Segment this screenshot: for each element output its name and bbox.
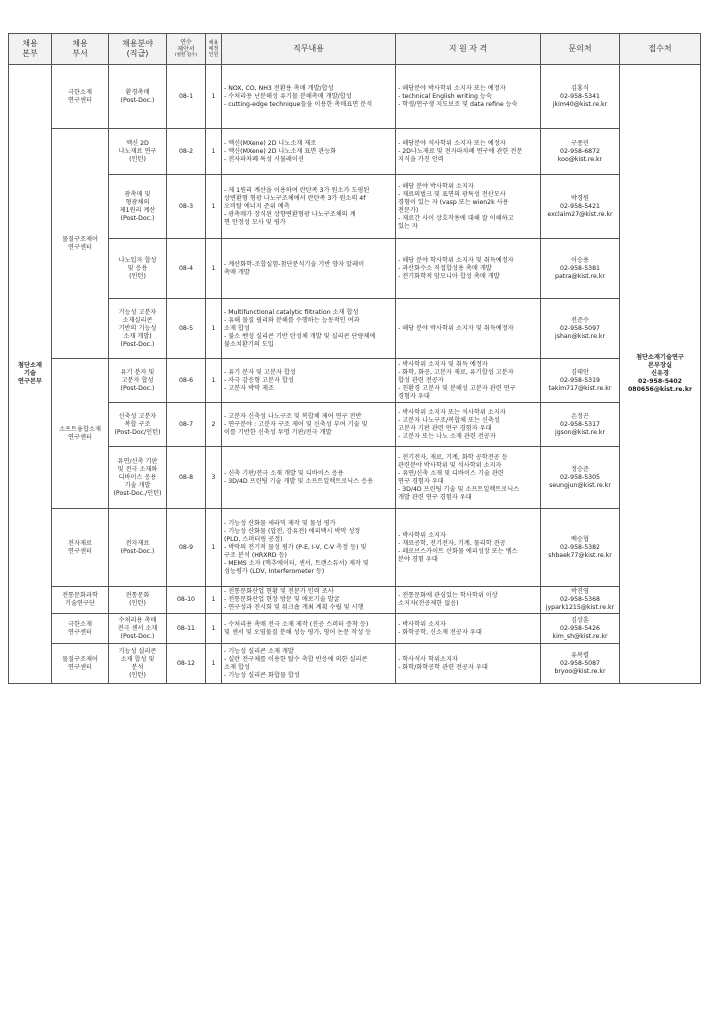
code-cell: 08-12: [167, 644, 206, 684]
table-row: [9, 299, 701, 359]
dept-cell: 전자재료 연구센터: [52, 509, 109, 587]
qualifications-cell: - 전통문화에 관심있는 학사학위 이상 소지자(전공제한 없음): [396, 587, 541, 614]
header-reception: 접수처: [620, 34, 701, 65]
count-cell: 1: [206, 65, 222, 129]
dept-cell: 극한소재 연구센터: [52, 65, 109, 129]
header-row: [9, 34, 701, 65]
table-row: [9, 359, 701, 403]
contact-cell: 김태안 02-958-5319 takim717@kist.re.kr: [541, 359, 620, 403]
duties-cell: - 맥신(MXene) 2D 나노소재 제조 - 맥신(MXene) 2D 나노소재 표면 관능화 - 전자파차폐 특성 시뮬레이션: [222, 129, 396, 175]
contact-cell: 박경원 02-958-5421 exclaim27@kist.re.kr: [541, 175, 620, 239]
page-top-margin: [0, 0, 708, 33]
contact-cell: 손정곤 02-958-5317 jgson@kist.re.kr: [541, 403, 620, 447]
dept-cell: 전통문화과학 기술연구단: [52, 587, 109, 614]
contact-cell: 백승협 02-958-5382 shbaek77@kist.re.kr: [541, 509, 620, 587]
code-cell: 08-3: [167, 175, 206, 239]
field-cell: 신축성 고분자 복합 구조 (Post-Doc/인턴): [109, 403, 167, 447]
table-row: [9, 65, 701, 129]
field-cell: 유연/신축 기판 및 전극 소재와 디바이스 응용 기술 개발 (Post-Doc./인턴): [109, 447, 167, 509]
code-cell: 08-9: [167, 509, 206, 587]
field-cell: 기능성 실리콘 소재 합성 및 분석 (인턴): [109, 644, 167, 684]
header-count: 채용 예정 인원: [206, 34, 222, 65]
dept-cell: 소프트융합소재 연구센터: [52, 359, 109, 509]
contact-cell: 김상훈 02-958-5426 kim_sh@kist.re.kr: [541, 614, 620, 644]
duties-cell: - 수처리용 촉매 전극 소재 제작 (진공 스퍼터 증착 등) 및 센서 및 오염물질 분해 성능 평가, 영어 논문 작성 등: [222, 614, 396, 644]
duties-cell: - 제 1원리 계산을 이용하여 란탄족 3가 원소가 도핑된 상변환형 형광 나노구조체에서 란탄족 3가 원소의 4f 오비탈 에너지 준위 예측 - 광촉매가 장식된 상향변환형광 나노구조체의 계 면 안정성 모사 및 평가: [222, 175, 396, 239]
qualifications-cell: - 학사석사 학위소지자 - 화학/화학공학 관련 전공자 우대: [396, 644, 541, 684]
code-cell: 08-1: [167, 65, 206, 129]
qualifications-cell: - 해당분야 박사학위 소지자 또는 예정자 - technical English writing 능숙 - 학생/연구생 지도보조 및 data refine 능숙: [396, 65, 541, 129]
contact-cell: 이승용 02-958-5381 patra@kist.re.kr: [541, 239, 620, 299]
code-cell: 08-4: [167, 239, 206, 299]
code-cell: 08-11: [167, 614, 206, 644]
table-row: [9, 175, 701, 239]
duties-cell: - 유기 분자 및 고분자 합성 - 자극 감응형 고분자 합성 - 고분자 박막 제조: [222, 359, 396, 403]
count-cell: 2: [206, 403, 222, 447]
count-cell: 1: [206, 587, 222, 614]
table-row: [9, 239, 701, 299]
duties-cell: - 전통문화산업 현황 및 전문가 인력 조사 - 전통문화산업 현장 방문 및 애로기술 발굴 - 연구성과 전시회 및 워크숍 개최 계획 수립 및 시행: [222, 587, 396, 614]
table-row: [9, 614, 701, 644]
qualifications-cell: - 박사학위 소지자 - 화학공학, 신소재 전공자 우대: [396, 614, 541, 644]
count-cell: 1: [206, 509, 222, 587]
header-hq: 채용 본부: [9, 34, 52, 65]
count-cell: 1: [206, 239, 222, 299]
count-cell: 1: [206, 299, 222, 359]
table-row: [9, 509, 701, 587]
table-row: [9, 447, 701, 509]
qualifications-cell: - 해당 분야 박사학위 소지자 및 취득예정자: [396, 299, 541, 359]
contact-cell: 김홍식 02-958-5341 jkim40@kist.re.kr: [541, 65, 620, 129]
dept-cell: 물질구조제어 연구센터: [52, 644, 109, 684]
table-row: [9, 644, 701, 684]
duties-cell: - 기능성 실리콘 소재 개발 - 실란 전구체를 이용한 탈수 축합 반응에 의한 실리콘 소재 합성 - 기능성 실리콘 화합물 합성: [222, 644, 396, 684]
code-cell: 08-5: [167, 299, 206, 359]
field-cell: 유기 분자 및 고분자 합성 (Post-Doc.): [109, 359, 167, 403]
code-cell: 08-6: [167, 359, 206, 403]
field-cell: 전자재료 (Post-Doc.): [109, 509, 167, 587]
field-cell: 맥신 2D 나노재료 연구 (인턴): [109, 129, 167, 175]
qualifications-cell: - 박사학위 소지자 및 취득 예정자 - 화학, 화공, 고분자 재료, 유기합성 고분자 합성 관련 전공자 - 친환경 고분자 및 분해성 고분자 관련 연구 경험자 우대: [396, 359, 541, 403]
dept-cell: 극한소재 연구센터: [52, 614, 109, 644]
duties-cell: - NOX, CO, NH3 전환용 촉매 개발/합성 - 수처리용 난분해성 유기물 분해촉매 개발/합성 - cutting-edge technique들을 이용한 촉매표면 분석: [222, 65, 396, 129]
field-cell: 나노입자 합성 및 응용 (인턴): [109, 239, 167, 299]
count-cell: 1: [206, 359, 222, 403]
qualifications-cell: - 박사학위 소지자 - 재료공학, 전기전자, 기계, 물리학 전공 - 페로브스카이트 산화물 에피성장 또는 멤스 분야 경험 우대: [396, 509, 541, 587]
duties-cell: - Multifunctional catalytic filtration 소재 합성 - 유해 물질 필리와 분해를 수행하는 능동적인 여과 소재 합성 - 불소 벤성 실리콘 기반 탄성체 개발 및 실리콘 단량체에 불소치환기의 도입: [222, 299, 396, 359]
contact-cell: 전준수 02-958-5097 jshan@kist.re.kr: [541, 299, 620, 359]
hq-name: 첨단소재 기술 연구본부: [9, 65, 52, 684]
header-dept: 채용 부서: [52, 34, 109, 65]
table-row: [9, 403, 701, 447]
code-cell: 08-8: [167, 447, 206, 509]
field-cell: 수처리용 촉매 전극 센서 소재 (Post-Doc.): [109, 614, 167, 644]
code-cell: 08-10: [167, 587, 206, 614]
count-cell: 1: [206, 644, 222, 684]
count-cell: 1: [206, 175, 222, 239]
qualifications-cell: - 전기전자, 재료, 기계, 화학 공학전공 등 관련분야 박사학위 및 석사학위 소지자 - 유연/신축 소재 및 디바이스 기술 관련 연구 경험자 우대 - 3D/4D 프린팅 기술 및 소프트일렉트로닉스 개발 관련 연구 경험자 우대: [396, 447, 541, 509]
qualifications-cell: - 박사학위 소지자 또는 석사학위 소지자 - 고분자 나노구조/복합체 또는 신축성 고분자 기판 관련 연구 경험자 우대 - 고분자 또는 나노 소재 관련 전공자: [396, 403, 541, 447]
recruitment-table: [8, 33, 701, 684]
field-cell: 환경촉매 (Post-Doc.): [109, 65, 167, 129]
qualifications-cell: - 해당분야 석사학위 소지자 또는 예정자 - 2D나노재료 및 전자파차폐 연구에 관한 전문 지식을 가진 인력: [396, 129, 541, 175]
code-cell: 08-7: [167, 403, 206, 447]
code-cell: 08-2: [167, 129, 206, 175]
header-contact: 문의처: [541, 34, 620, 65]
header-field: 채용분야 (직급): [109, 34, 167, 65]
dept-cell: 물질구조제어 연구센터: [52, 129, 109, 359]
header-qualifications: 지 원 자 격: [396, 34, 541, 65]
field-cell: 기능성 고분자 소재실리콘 기반의 기능성 소재 개발) (Post-Doc.): [109, 299, 167, 359]
header-duties: 직무내용: [222, 34, 396, 65]
qualifications-cell: - 해당 분야 학사학위 소지자 및 취득예정자 - 과산화수소 직접합성용 촉매 개발 - 전기화학적 암모니아 합성 촉매 개발: [396, 239, 541, 299]
header-code: 연수 제안서 (병렬 접수): [167, 34, 206, 65]
duties-cell: - 고분자 신축성 나노구조 및 복합체 제어 연구 전반 - 연구분야 : 고분자 구조 제어 및 신축성 부여 기술 및 이를 기반한 신축성 투명 기판/전극 개발: [222, 403, 396, 447]
duties-cell: - 신축 기판/전극 소재 개발 및 디바이스 응용 - 3D/4D 프린팅 기술 개발 및 소프트일렉트로닉스 응용: [222, 447, 396, 509]
table-row: [9, 129, 701, 175]
count-cell: 1: [206, 614, 222, 644]
contact-cell: 정승준 02-958-5305 seungjun@kist.re.kr: [541, 447, 620, 509]
duties-cell: - 계산화학-조합실험-첨단분석기술 기반 양자 알레이 촉매 개발: [222, 239, 396, 299]
reception-cell: 첨단소재기술연구 본부장실 신유경 02-958-5402 080656@kist.re.kr: [620, 65, 701, 684]
duties-cell: - 기능성 산화물 세라믹 제작 및 물성 평가 - 기능성 산화물 (압전, 강유전) 에피택시 박막 성장 (PLD, 스퍼터링 공정) - 박막의 전기적 물성 평가 (P-E, I-V, C-V 측정 등) 및 구조 분석 (HRXRD 등) - MEMS 소자 (액추에이터, 센서, 트랜스듀서) 제작 및 성능평가 (LDV, Interferometer 등): [222, 509, 396, 587]
count-cell: 3: [206, 447, 222, 509]
field-cell: 광촉매 및 형광체의 제1원리 계산 (Post-Doc.): [109, 175, 167, 239]
qualifications-cell: - 해당 분야 박사학위 소지자 - 재료의벌크 및 표면의 광특성 전산모사 경험이 있는 자 (vasp 또는 wien2k 사용 전문가) - 재료간 사이 상호작용에 대해 잘 이해하고 있는 자: [396, 175, 541, 239]
contact-cell: 박진영 02-958-5368 jypark1215@kist.re.kr: [541, 587, 620, 614]
count-cell: 1: [206, 129, 222, 175]
field-cell: 전통문화 (인턴): [109, 587, 167, 614]
table-row: [9, 587, 701, 614]
contact-cell: 구종민 02-958-6872 koo@kist.re.kr: [541, 129, 620, 175]
contact-cell: 유복렬 02-958-5087 bryoo@kist.re.kr: [541, 644, 620, 684]
